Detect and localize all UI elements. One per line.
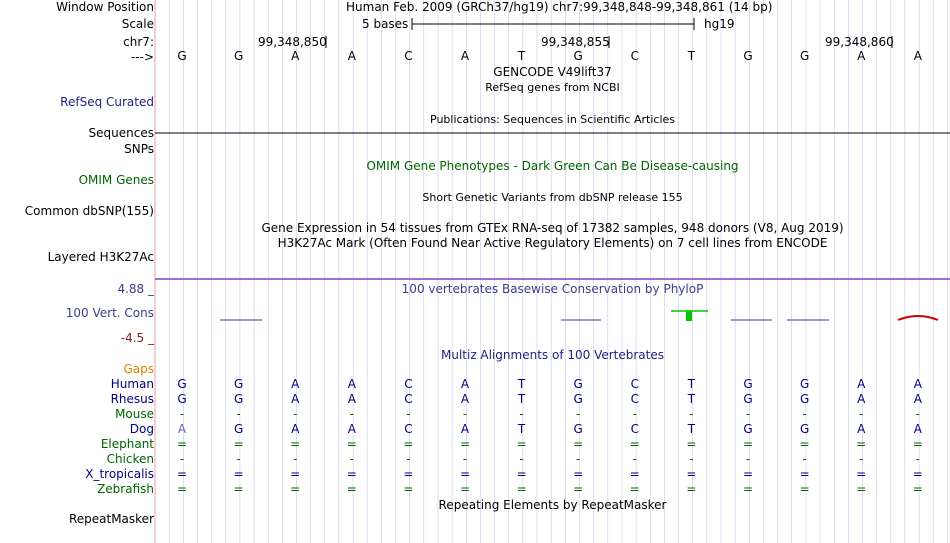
snps-label[interactable]: SNPs xyxy=(124,142,154,156)
alignment-base: = xyxy=(686,467,697,481)
alignment-base: - xyxy=(293,452,298,466)
alignment-base: - xyxy=(406,452,411,466)
alignment-base: A xyxy=(347,422,356,436)
alignment-base: = xyxy=(799,482,810,496)
alignment-base: = xyxy=(459,467,471,481)
omim-genes-label[interactable]: OMIM Genes xyxy=(78,173,154,187)
alignment-base: - xyxy=(802,407,807,421)
position-label-1: 99,348,850 xyxy=(258,35,327,49)
alignment-base: = xyxy=(403,437,414,451)
alignment-base: G xyxy=(573,422,583,436)
scale-label: Scale xyxy=(121,17,154,31)
alignment-base: - xyxy=(179,407,185,421)
alignment-base: T xyxy=(687,422,696,436)
alignment-base: = xyxy=(403,467,414,481)
alignment-base: = xyxy=(346,467,357,481)
ruler-base: A xyxy=(857,49,866,63)
alignment-base: - xyxy=(689,452,694,466)
species-label[interactable]: Mouse xyxy=(115,407,154,421)
position-label-2: 99,348,855 xyxy=(541,35,610,49)
publications-track-title[interactable]: Publications: Sequences in Scientific Articles xyxy=(430,113,675,126)
alignment-base: = xyxy=(573,467,584,481)
omim-track-title[interactable]: OMIM Gene Phenotypes - Dark Green Can Be Disease-causing xyxy=(366,159,739,173)
alignment-base: - xyxy=(406,407,411,421)
alignment-base: T xyxy=(687,377,696,391)
alignment-base: - xyxy=(859,407,864,421)
alignment-base: A xyxy=(347,392,356,406)
alignment-base: - xyxy=(179,452,185,466)
alignment-base: G xyxy=(177,392,187,406)
alignment-base: - xyxy=(689,407,694,421)
alignment-base: = xyxy=(686,482,697,496)
alignment-base: = xyxy=(346,437,357,451)
alignment-base: A xyxy=(460,392,470,406)
alignment-base: = xyxy=(686,437,697,451)
alignment-base: = xyxy=(516,437,527,451)
alignment-base: - xyxy=(915,407,920,421)
alignment-base: = xyxy=(233,437,244,451)
refseq-curated-label[interactable]: RefSeq Curated xyxy=(60,95,154,109)
alignment-base: A xyxy=(857,392,866,406)
phylop-min-label: -4.5 _ xyxy=(120,331,154,345)
alignment-base: A xyxy=(857,377,866,391)
alignment-base: - xyxy=(915,452,920,466)
alignment-base: = xyxy=(459,437,471,451)
alignment-base: = xyxy=(176,437,188,451)
alignment-base: - xyxy=(632,407,637,421)
alignment-base: = xyxy=(176,467,188,481)
ruler-base: G xyxy=(573,49,583,63)
alignment-base: C xyxy=(404,377,413,391)
alignment-base: - xyxy=(859,452,864,466)
ruler-base: T xyxy=(687,49,696,63)
alignment-base: = xyxy=(629,467,640,481)
alignment-base: = xyxy=(856,482,867,496)
alignment-base: = xyxy=(912,467,923,481)
alignment-base: - xyxy=(349,452,354,466)
alignment-base: = xyxy=(233,482,244,496)
sequences-label[interactable]: Sequences xyxy=(88,126,154,140)
ruler-base: C xyxy=(630,49,639,63)
alignment-base: G xyxy=(799,392,810,406)
repeatmasker-label[interactable]: RepeatMasker xyxy=(68,512,154,526)
alignment-base: G xyxy=(233,377,244,391)
alignment-base: = xyxy=(233,467,244,481)
species-label[interactable]: Chicken xyxy=(106,452,154,466)
window-position-label: Window Position xyxy=(56,0,154,14)
species-label[interactable]: Human xyxy=(110,377,154,391)
alignment-base: - xyxy=(293,407,298,421)
species-label[interactable]: Zebrafish xyxy=(97,482,154,496)
alignment-base: - xyxy=(576,407,581,421)
alignment-base: - xyxy=(576,452,581,466)
ruler-base: A xyxy=(460,49,470,63)
chrom-label: chr7: xyxy=(123,35,154,49)
ruler-base: G xyxy=(177,49,187,63)
alignment-base: A xyxy=(291,422,300,436)
alignment-base: = xyxy=(742,467,754,481)
alignment-base: - xyxy=(462,407,468,421)
strand-label: ---> xyxy=(130,50,154,64)
phylop-max-label: 4.88 _ xyxy=(117,282,154,296)
ruler-base: G xyxy=(233,49,244,63)
alignment-base: C xyxy=(404,422,413,436)
alignment-base: G xyxy=(177,377,187,391)
ruler-base: G xyxy=(743,49,753,63)
alignment-base: - xyxy=(745,452,751,466)
alignment-base: = xyxy=(176,482,188,496)
alignment-base: G xyxy=(799,377,810,391)
phylop-red-peak xyxy=(898,316,938,320)
alignment-base: A xyxy=(913,377,922,391)
alignment-base: A xyxy=(857,422,866,436)
ruler-base: C xyxy=(404,49,413,63)
alignment-base: - xyxy=(519,452,524,466)
ruler-base: G xyxy=(799,49,810,63)
alignment-base: C xyxy=(404,392,413,406)
layered-h3k27ac-label[interactable]: Layered H3K27Ac xyxy=(47,250,154,264)
phylop-positive-bar xyxy=(671,311,708,321)
species-label[interactable]: Dog xyxy=(129,422,154,436)
alignment-base: C xyxy=(630,422,639,436)
gencode-track-title[interactable]: GENCODE V49lift37 xyxy=(493,65,612,79)
alignment-base: A xyxy=(913,392,922,406)
alignment-base: T xyxy=(517,392,526,406)
vert-cons-label[interactable]: 100 Vert. Cons xyxy=(65,306,154,320)
alignment-base: G xyxy=(743,422,753,436)
alignment-base: = xyxy=(516,467,527,481)
alignment-base: - xyxy=(745,407,751,421)
alignment-base: = xyxy=(290,467,301,481)
alignment-base: = xyxy=(516,482,527,496)
alignment-base: = xyxy=(912,482,923,496)
alignment-base: - xyxy=(236,407,241,421)
alignment-base: A xyxy=(291,392,300,406)
scale-value: 5 bases xyxy=(362,17,409,31)
gtex-track-title[interactable]: Gene Expression in 54 tissues from GTEx RNA-seq of 17382 samples, 948 donors (V8, Aug 2019) xyxy=(261,221,844,235)
alignment-base: = xyxy=(856,467,867,481)
alignment-base: G xyxy=(743,377,753,391)
alignment-base: = xyxy=(459,482,471,496)
ruler-base: T xyxy=(517,49,526,63)
scale-assembly: hg19 xyxy=(704,17,735,31)
h3k27ac-track-title[interactable]: H3K27Ac Mark (Often Found Near Active Regulatory Elements) on 7 cell lines from ENCODE xyxy=(277,236,828,250)
alignment-base: = xyxy=(346,482,357,496)
alignment-base: G xyxy=(799,422,810,436)
ruler-base: A xyxy=(291,49,300,63)
alignment-base: C xyxy=(630,392,639,406)
alignment-base: = xyxy=(742,437,754,451)
alignment-base: - xyxy=(519,407,524,421)
alignment-base: C xyxy=(630,377,639,391)
alignment-base: A xyxy=(177,422,187,436)
alignment-base: G xyxy=(233,422,244,436)
alignment-base: T xyxy=(687,392,696,406)
species-label[interactable]: Rhesus xyxy=(110,392,154,406)
alignment-base: - xyxy=(236,452,241,466)
ruler-base: A xyxy=(347,49,356,63)
alignment-base: A xyxy=(460,422,470,436)
alignment-base: = xyxy=(912,437,923,451)
alignment-base: = xyxy=(799,467,810,481)
refseq-track-subtitle[interactable]: RefSeq genes from NCBI xyxy=(485,81,620,94)
alignment-base: T xyxy=(517,377,526,391)
alignment-base: G xyxy=(573,392,583,406)
alignment-base: G xyxy=(743,392,753,406)
scale-bar xyxy=(412,18,694,30)
position-label-3: 99,348,860 xyxy=(825,35,894,49)
alignment-base: = xyxy=(290,482,301,496)
gaps-label: Gaps xyxy=(123,362,154,376)
alignment-base: = xyxy=(290,437,301,451)
repeatmasker-track-title[interactable]: Repeating Elements by RepeatMasker xyxy=(438,498,667,512)
alignment-base: - xyxy=(462,452,468,466)
multiz-track-title[interactable]: Multiz Alignments of 100 Vertebrates xyxy=(440,348,665,362)
alignment-base: A xyxy=(291,377,300,391)
alignment-base: = xyxy=(799,437,810,451)
alignment-base: = xyxy=(856,437,867,451)
species-label[interactable]: X_tropicalis xyxy=(85,467,154,481)
alignment-base: = xyxy=(629,482,640,496)
ruler-base: A xyxy=(913,49,922,63)
common-dbsnp-label[interactable]: Common dbSNP(155) xyxy=(24,204,154,218)
alignment-base: G xyxy=(233,392,244,406)
alignment-base: = xyxy=(742,482,754,496)
alignment-base: = xyxy=(573,482,584,496)
alignment-base: T xyxy=(517,422,526,436)
phylop-track-title[interactable]: 100 vertebrates Basewise Conservation by PhyloP xyxy=(401,282,704,296)
alignment-base: - xyxy=(632,452,637,466)
alignment-base: A xyxy=(913,422,922,436)
dbsnp-track-title[interactable]: Short Genetic Variants from dbSNP release 155 xyxy=(422,191,683,204)
alignment-base: - xyxy=(802,452,807,466)
alignment-base: G xyxy=(573,377,583,391)
alignment-base: A xyxy=(347,377,356,391)
alignment-base: = xyxy=(629,437,640,451)
alignment-base: A xyxy=(460,377,470,391)
alignment-base: - xyxy=(349,407,354,421)
alignment-base: = xyxy=(403,482,414,496)
species-label[interactable]: Elephant xyxy=(100,437,154,451)
window-position-value: Human Feb. 2009 (GRCh37/hg19) chr7:99,348,848-99,348,861 (14 bp) xyxy=(346,0,773,14)
alignment-base: = xyxy=(573,437,584,451)
